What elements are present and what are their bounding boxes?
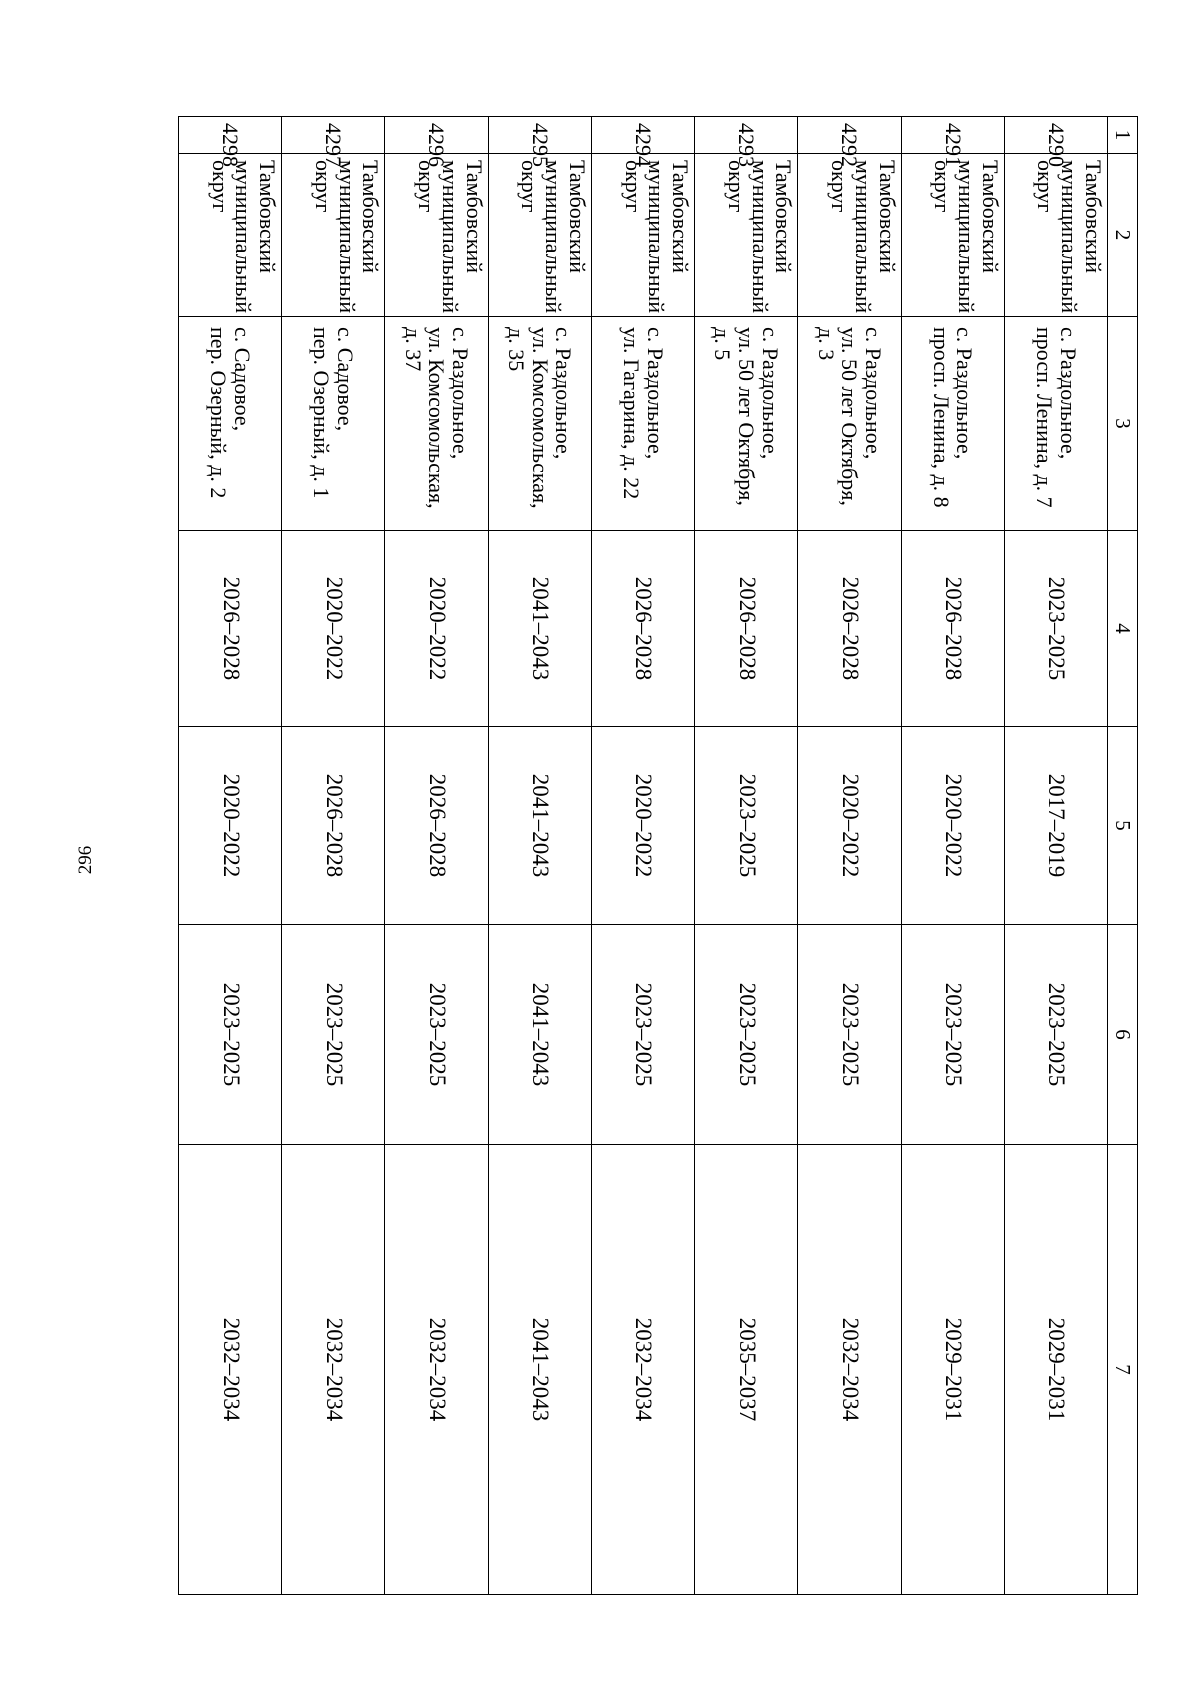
page-number: 296 (75, 845, 96, 875)
period-col5: 2023–2025 (695, 727, 798, 925)
address-settlement: с. Раздольное, (952, 327, 978, 460)
row-number: 4291 (901, 117, 1004, 154)
district-cell: Тамбовский муниципальный округ (488, 154, 591, 317)
period-col6: 2023–2025 (179, 925, 282, 1145)
table-row (488, 117, 591, 1595)
address-cell (1004, 317, 1107, 531)
address-street: пер. Озерный, д. 2 (206, 327, 232, 499)
period-col7: 2035–2037 (695, 1145, 798, 1595)
period-col6: 2023–2025 (798, 925, 901, 1145)
period-col4: 2041–2043 (488, 531, 591, 727)
period-col7: 2032–2034 (282, 1145, 385, 1595)
rotated-table-container (178, 116, 1138, 1594)
period-col6: 2023–2025 (591, 925, 694, 1145)
period-col4: 2020–2022 (385, 531, 488, 727)
period-col6: 2023–2025 (282, 925, 385, 1145)
period-col6: 2023–2025 (1004, 925, 1107, 1145)
row-number: 4292 (798, 117, 901, 154)
address-cell (488, 317, 591, 531)
period-col4: 2026–2028 (798, 531, 901, 727)
row-number: 4293 (695, 117, 798, 154)
table-row (1004, 117, 1107, 1595)
period-col6: 2023–2025 (901, 925, 1004, 1145)
address-settlement: с. Раздольное, (861, 327, 887, 460)
header-cell-3: 3 (1108, 317, 1138, 531)
address-street: ул. 50 лет Октября, д. 5 (710, 327, 760, 506)
period-col4: 2026–2028 (591, 531, 694, 727)
address-cell (385, 317, 488, 531)
address-settlement: с. Раздольное, (551, 327, 577, 460)
period-col7: 2029–2031 (901, 1145, 1004, 1595)
table-row (591, 117, 694, 1595)
period-col6: 2023–2025 (695, 925, 798, 1145)
address-settlement: с. Раздольное, (757, 327, 783, 460)
period-col7: 2032–2034 (798, 1145, 901, 1595)
address-cell (282, 317, 385, 531)
table-row (179, 117, 282, 1595)
header-row (1108, 117, 1138, 1595)
row-number: 4290 (1004, 117, 1107, 154)
period-col5: 2020–2022 (798, 727, 901, 925)
period-col5: 2026–2028 (385, 727, 488, 925)
district-cell: Тамбовский муниципальный округ (1004, 154, 1107, 317)
address-settlement: с. Садовое, (229, 327, 255, 432)
address-settlement: с. Раздольное, (642, 327, 668, 460)
header-cell-5: 5 (1108, 727, 1138, 925)
period-col5: 2017–2019 (1004, 727, 1107, 925)
period-col4: 2026–2028 (179, 531, 282, 727)
district-cell: Тамбовский муниципальный округ (798, 154, 901, 317)
address-street: ул. Гагарина, д. 22 (619, 327, 645, 500)
address-street: ул. Комсомольская, д. 37 (400, 327, 450, 509)
header-cell-7: 7 (1108, 1145, 1138, 1595)
schedule-table (178, 116, 1138, 1595)
period-col5: 2020–2022 (591, 727, 694, 925)
period-col7: 2029–2031 (1004, 1145, 1107, 1595)
address-street: пер. Озерный, д. 1 (309, 327, 335, 499)
row-number: 4296 (385, 117, 488, 154)
address-cell (591, 317, 694, 531)
address-settlement: с. Раздольное, (1055, 327, 1081, 460)
period-col7: 2032–2034 (591, 1145, 694, 1595)
period-col7: 2032–2034 (179, 1145, 282, 1595)
period-col6: 2023–2025 (385, 925, 488, 1145)
address-street: просп. Ленина, д. 8 (928, 327, 954, 508)
table-row (901, 117, 1004, 1595)
period-col5: 2041–2043 (488, 727, 591, 925)
period-col4: 2026–2028 (695, 531, 798, 727)
address-cell (798, 317, 901, 531)
table-row (385, 117, 488, 1595)
district-cell: Тамбовский муниципальный округ (179, 154, 282, 317)
row-number: 4294 (591, 117, 694, 154)
address-settlement: с. Раздольное, (448, 327, 474, 460)
period-col4: 2023–2025 (1004, 531, 1107, 727)
address-street: просп. Ленина, д. 7 (1031, 327, 1057, 508)
address-settlement: с. Садовое, (333, 327, 359, 432)
row-number: 4297 (282, 117, 385, 154)
district-cell: Тамбовский муниципальный округ (695, 154, 798, 317)
table-row (798, 117, 901, 1595)
district-cell: Тамбовский муниципальный округ (282, 154, 385, 317)
table-row (695, 117, 798, 1595)
period-col5: 2020–2022 (179, 727, 282, 925)
header-cell-4: 4 (1108, 531, 1138, 727)
row-number: 4295 (488, 117, 591, 154)
address-cell (695, 317, 798, 531)
period-col7: 2032–2034 (385, 1145, 488, 1595)
row-number: 4298 (179, 117, 282, 154)
period-col7: 2041–2043 (488, 1145, 591, 1595)
address-street: ул. 50 лет Октября, д. 3 (813, 327, 863, 506)
period-col4: 2020–2022 (282, 531, 385, 727)
header-cell-1: 1 (1108, 117, 1138, 154)
address-cell (179, 317, 282, 531)
table-row (282, 117, 385, 1595)
period-col5: 2026–2028 (282, 727, 385, 925)
district-cell: Тамбовский муниципальный округ (901, 154, 1004, 317)
district-cell: Тамбовский муниципальный округ (591, 154, 694, 317)
address-street: ул. Комсомольская, д. 35 (503, 327, 553, 509)
address-cell (901, 317, 1004, 531)
period-col5: 2020–2022 (901, 727, 1004, 925)
district-cell: Тамбовский муниципальный округ (385, 154, 488, 317)
header-cell-6: 6 (1108, 925, 1138, 1145)
period-col6: 2041–2043 (488, 925, 591, 1145)
header-cell-2: 2 (1108, 154, 1138, 317)
period-col4: 2026–2028 (901, 531, 1004, 727)
